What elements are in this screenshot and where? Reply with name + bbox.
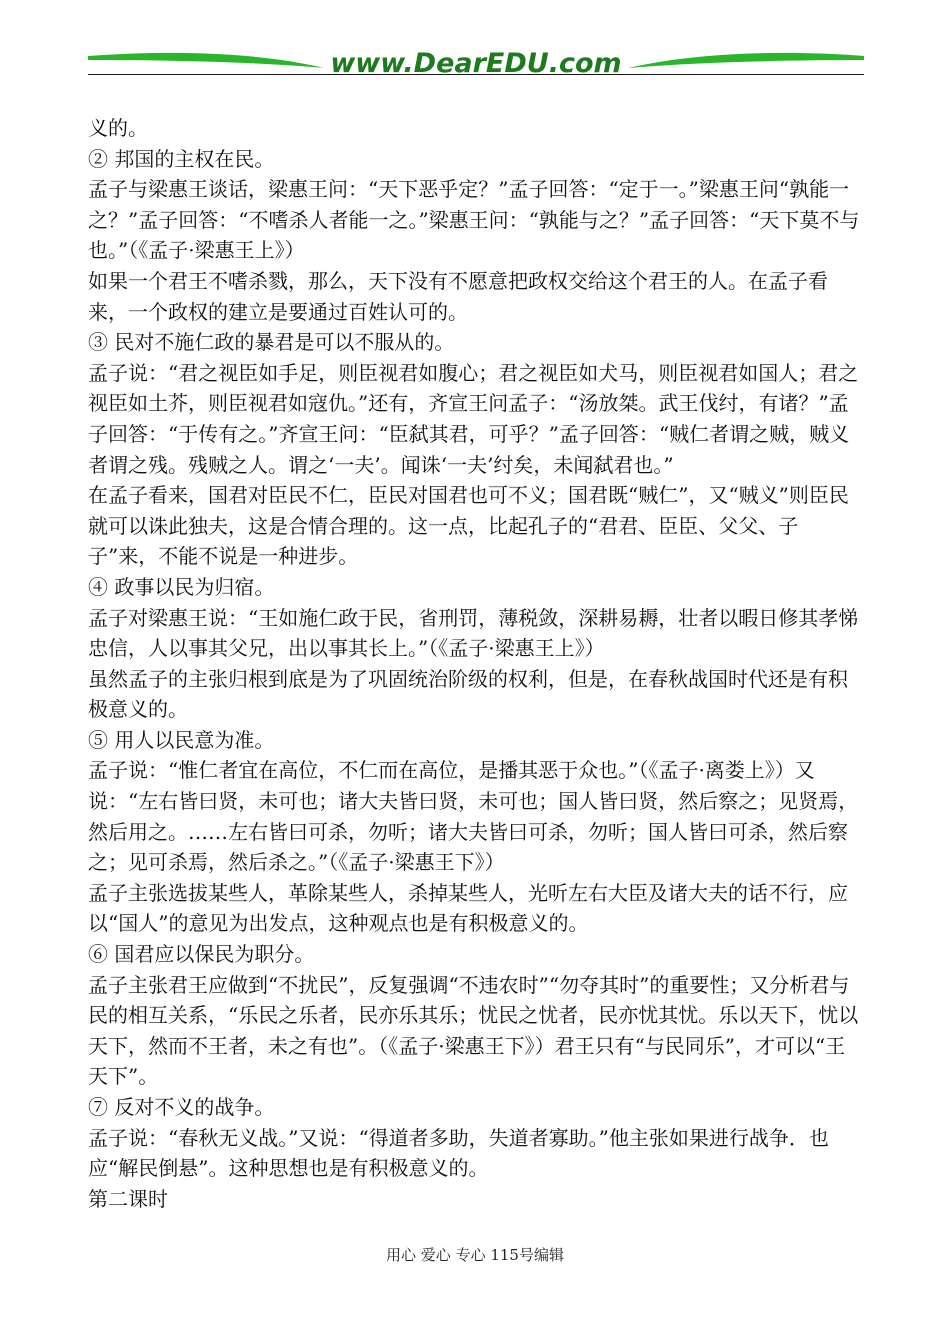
paragraph: 孟子说：“惟仁者宜在高位，不仁而在高位，是播其恶于众也。”（《孟子·离娄上》）又说：“左右皆曰贤，未可也；诸大夫皆曰贤，未可也；国人皆曰贤，然后察之；见贤焉，然后用之。……左右皆曰可杀，勿听；诸大夫皆曰可杀，勿听；国人皆曰可杀，然后察之；见可杀焉，然后杀之。”（《孟子·梁惠王下》） (88, 758, 859, 875)
paragraph: 孟子与梁惠王谈话，梁惠王问：“天下恶乎定？”孟子回答：“定于一。”梁惠王问“孰能一之？”孟子回答：“不嗜杀人者能一之。”梁惠王问：“孰能与之？”孟子回答：“天下莫不与也。”（《孟子·梁惠王上》） (88, 177, 860, 263)
document-body (88, 113, 864, 1214)
paragraph: 在孟子看来，国君对臣民不仁，臣民对国君也可不义；国君既“贼仁”，又“贼义”则臣民就可以诛此独夫，这是合情合理的。这一点，比起孔子的“君君、臣臣、父父、子子”来，不能不说是一种进步。 (88, 483, 849, 569)
section-heading: ② 邦国的主权在民。 (88, 146, 275, 171)
section-heading: ⑤ 用人以民意为准。 (88, 727, 275, 752)
paragraph: 孟子说：“春秋无义战。”又说：“得道者多助，失道者寡助。”他主张如果进行战争．也应“解民倒悬”。这种思想也是有积极意义的。 (88, 1125, 829, 1181)
header-divider (88, 74, 864, 75)
paragraph: 孟子主张君王应做到“不扰民”，反复强调“不违农时”“勿夺其时”的重要性；又分析君与民的相互关系，“乐民之乐者，民亦乐其乐；忧民之忧者，民亦忧其忧。乐以天下，忧以天下，然而不王者，未之有也”。（《孟子·梁惠王下》）君王只有“与民同乐”，才可以“王天下”。 (88, 972, 859, 1089)
right-swoosh-decoration (628, 53, 864, 68)
paragraph: 如果一个君王不嗜杀戮，那么，天下没有不愿意把政权交给这个君王的人。在孟子看来，一个政权的建立是要通过百姓认可的。 (88, 268, 828, 324)
left-swoosh-decoration (88, 53, 324, 68)
paragraph: 孟子对梁惠王说：“王如施仁政于民，省刑罚，薄税敛，深耕易耨，壮者以暇日修其孝悌忠信，人以事其父兄，出以事其长上。”（《孟子·梁惠王上》） (88, 605, 859, 661)
paragraph: 义的。 (88, 116, 148, 140)
logo-text: www.DearEDU.com (330, 48, 622, 79)
page-header (88, 40, 864, 80)
paragraph: 孟子主张选拔某些人，革除某些人，杀掉某些人，光听左右大臣及诸大夫的话不行，应以“国人”的意见为出发点，这种观点也是有积极意义的。 (88, 880, 848, 936)
section-heading: ⑥ 国君应以保民为职分。 (88, 942, 315, 967)
section-heading: ④ 政事以民为归宿。 (88, 574, 275, 599)
paragraph: 孟子说：“君之视臣如手足，则臣视君如腹心；君之视臣如犬马，则臣视君如国人；君之视臣如土芥，则臣视君如寇仇。”还有，齐宣王问孟子：“汤放桀。武王伐纣，有诸？”孟子回答：“于传有之。”齐宣王问：“臣弑其君，可乎？”孟子回答：“贼仁者谓之贼，贼义者谓之残。残贼之人。谓之‘一夫’。闻诛‘一夫’纣矣，未闻弑君也。” (88, 360, 859, 477)
paragraph: 虽然孟子的主张归根到底是为了巩固统治阶级的权利，但是，在春秋战国时代还是有积极意义的。 (88, 666, 848, 722)
lesson-heading: 第二课时 (88, 1186, 168, 1211)
section-heading: ⑦ 反对不义的战争。 (88, 1095, 275, 1119)
section-heading: ③ 民对不施仁政的暴君是可以不服从的。 (88, 330, 455, 355)
page-footer: 用心 爱心 专心 115号编辑 (386, 1246, 564, 1264)
